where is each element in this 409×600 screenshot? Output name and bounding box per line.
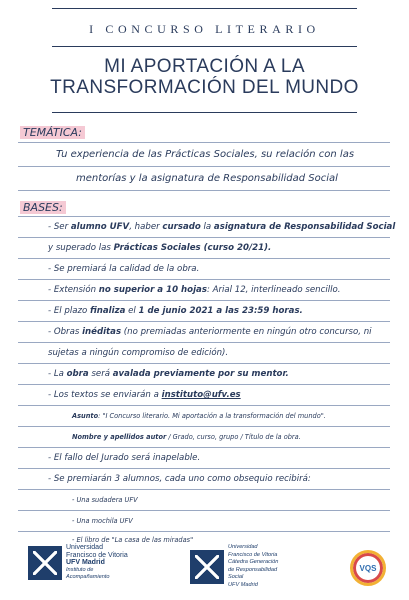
prize-item-3: - El libro de "La casa de las miradas" <box>72 536 194 544</box>
text: y superado las <box>48 243 114 253</box>
base-item-5a <box>48 327 372 337</box>
ufv-institute-text <box>66 544 128 582</box>
base-item-4 <box>48 306 303 316</box>
logo-text-line: Cátedra Generación <box>228 559 279 565</box>
bold-text: alumno UFV <box>70 222 130 232</box>
rule-line <box>18 342 390 343</box>
rule-line <box>18 510 390 511</box>
contest-name: I CONCURSO LITERARIO <box>89 22 320 36</box>
rule-line <box>18 258 390 259</box>
base-subitem-asunto <box>72 412 326 420</box>
bold-text: Prácticas Sociales (curso 20/21). <box>113 243 272 253</box>
bold-text: inéditas <box>82 327 122 337</box>
bold-text: cursado <box>162 222 201 232</box>
text: : Arial 12, interlineado sencillo. <box>206 285 341 295</box>
title-divider <box>52 46 357 47</box>
logo-text-line: UFV Madrid <box>66 559 105 566</box>
base-item-9: - Se premiarán 3 alumnos, cada uno como obsequio recibirá: <box>48 474 311 484</box>
tematica-line-2: mentorías y la asignatura de Responsabilidad Social <box>76 173 338 184</box>
base-item-8: - El fallo del Jurado será inapelable. <box>48 453 201 463</box>
text: - La <box>48 369 67 379</box>
rule-line <box>18 190 390 191</box>
base-item-1a <box>48 222 395 232</box>
logo-text-line: UFV Madrid <box>228 581 258 588</box>
bold-text: asignatura de Responsabilidad Social <box>213 222 396 232</box>
footer-logos <box>0 544 409 600</box>
rule-line <box>18 426 390 427</box>
bold-text: avalada previamente por su mentor. <box>112 369 289 379</box>
bold-text: no superior a 10 hojas <box>98 285 207 295</box>
rule-line <box>18 489 390 490</box>
notebook-area <box>18 122 396 544</box>
bold-text: Nombre y apellidos autor <box>72 433 167 441</box>
ufv-catedra-text <box>228 544 278 589</box>
text: , haber <box>129 222 163 232</box>
ufv-catedra-logo <box>190 544 278 589</box>
title-line-2: TRANSFORMACIÓN DEL MUNDO <box>50 77 359 98</box>
bold-text: finaliza <box>90 306 126 316</box>
prize-item-1: - Una sudadera UFV <box>72 496 138 504</box>
base-item-5b: sujetas a ningún compromiso de edición). <box>48 348 229 358</box>
text: (no premiadas anteriormente en ningún otro concurso, ni <box>121 327 372 337</box>
rule-line <box>18 447 390 448</box>
logo-text-line: Francisco de Vitoria <box>66 551 128 559</box>
logo-text-line: Acompañamiento <box>66 574 110 580</box>
rule-line <box>18 300 390 301</box>
text: - Ser <box>48 222 71 232</box>
bold-text: obra <box>66 369 89 379</box>
logo-text-line: de Responsabilidad <box>228 566 278 573</box>
rule-line <box>18 321 390 322</box>
vqs-logo-text: VQS <box>359 563 377 573</box>
rule-line <box>18 405 390 406</box>
base-item-3 <box>48 285 340 295</box>
text: : "I Concurso literario. Mi aportación a la transformación del mundo". <box>98 412 326 420</box>
tematica-label: TEMÁTICA: <box>20 126 85 139</box>
text: / Grado, curso, grupo / Título de la obra. <box>166 433 301 441</box>
rule-line <box>18 468 390 469</box>
rule-line <box>18 363 390 364</box>
top-divider <box>52 8 357 9</box>
ufv-institute-logo <box>28 544 128 582</box>
logo-text-line: Instituto de <box>66 566 94 573</box>
text: será <box>88 369 113 379</box>
bold-text: Asunto <box>72 412 99 420</box>
rule-line <box>18 237 390 238</box>
email-link[interactable]: instituto@ufv.es <box>161 390 241 400</box>
tematica-line-1: Tu experiencia de las Prácticas Sociales, su relación con las <box>56 149 355 160</box>
section-divider <box>52 112 357 113</box>
base-item-6 <box>48 369 289 379</box>
page-title <box>0 56 409 98</box>
rule-line <box>18 279 390 280</box>
base-subitem-nombre <box>72 433 301 441</box>
logo-text-line: Social <box>228 574 244 580</box>
title-line-1: MI APORTACIÓN A LA <box>104 56 305 77</box>
base-item-7 <box>48 390 241 400</box>
ufv-logo-icon <box>190 550 224 584</box>
rule-line <box>18 142 390 143</box>
bold-text: 1 de junio 2021 a las 23:59 horas. <box>138 306 303 316</box>
base-item-1b <box>48 243 271 253</box>
base-item-2: - Se premiará la calidad de la obra. <box>48 264 200 274</box>
rule-line <box>18 531 390 532</box>
text: - Obras <box>48 327 83 337</box>
logo-text-line: Universidad <box>66 544 103 551</box>
text: - El plazo <box>48 306 90 316</box>
rule-line <box>18 216 390 217</box>
rule-line <box>18 384 390 385</box>
text: - Los textos se enviarán a <box>48 390 162 400</box>
vqs-logo <box>350 550 386 586</box>
ufv-logo-icon <box>28 546 62 580</box>
rule-line <box>18 166 390 167</box>
text: el <box>125 306 139 316</box>
prize-item-2: - Una mochila UFV <box>72 517 133 525</box>
text: la <box>200 222 214 232</box>
bases-label: BASES: <box>20 201 66 214</box>
logo-text-line: Francisco de Vitoria <box>228 551 278 558</box>
text: - Extensión <box>48 285 99 295</box>
logo-text-line: Universidad <box>228 544 258 550</box>
